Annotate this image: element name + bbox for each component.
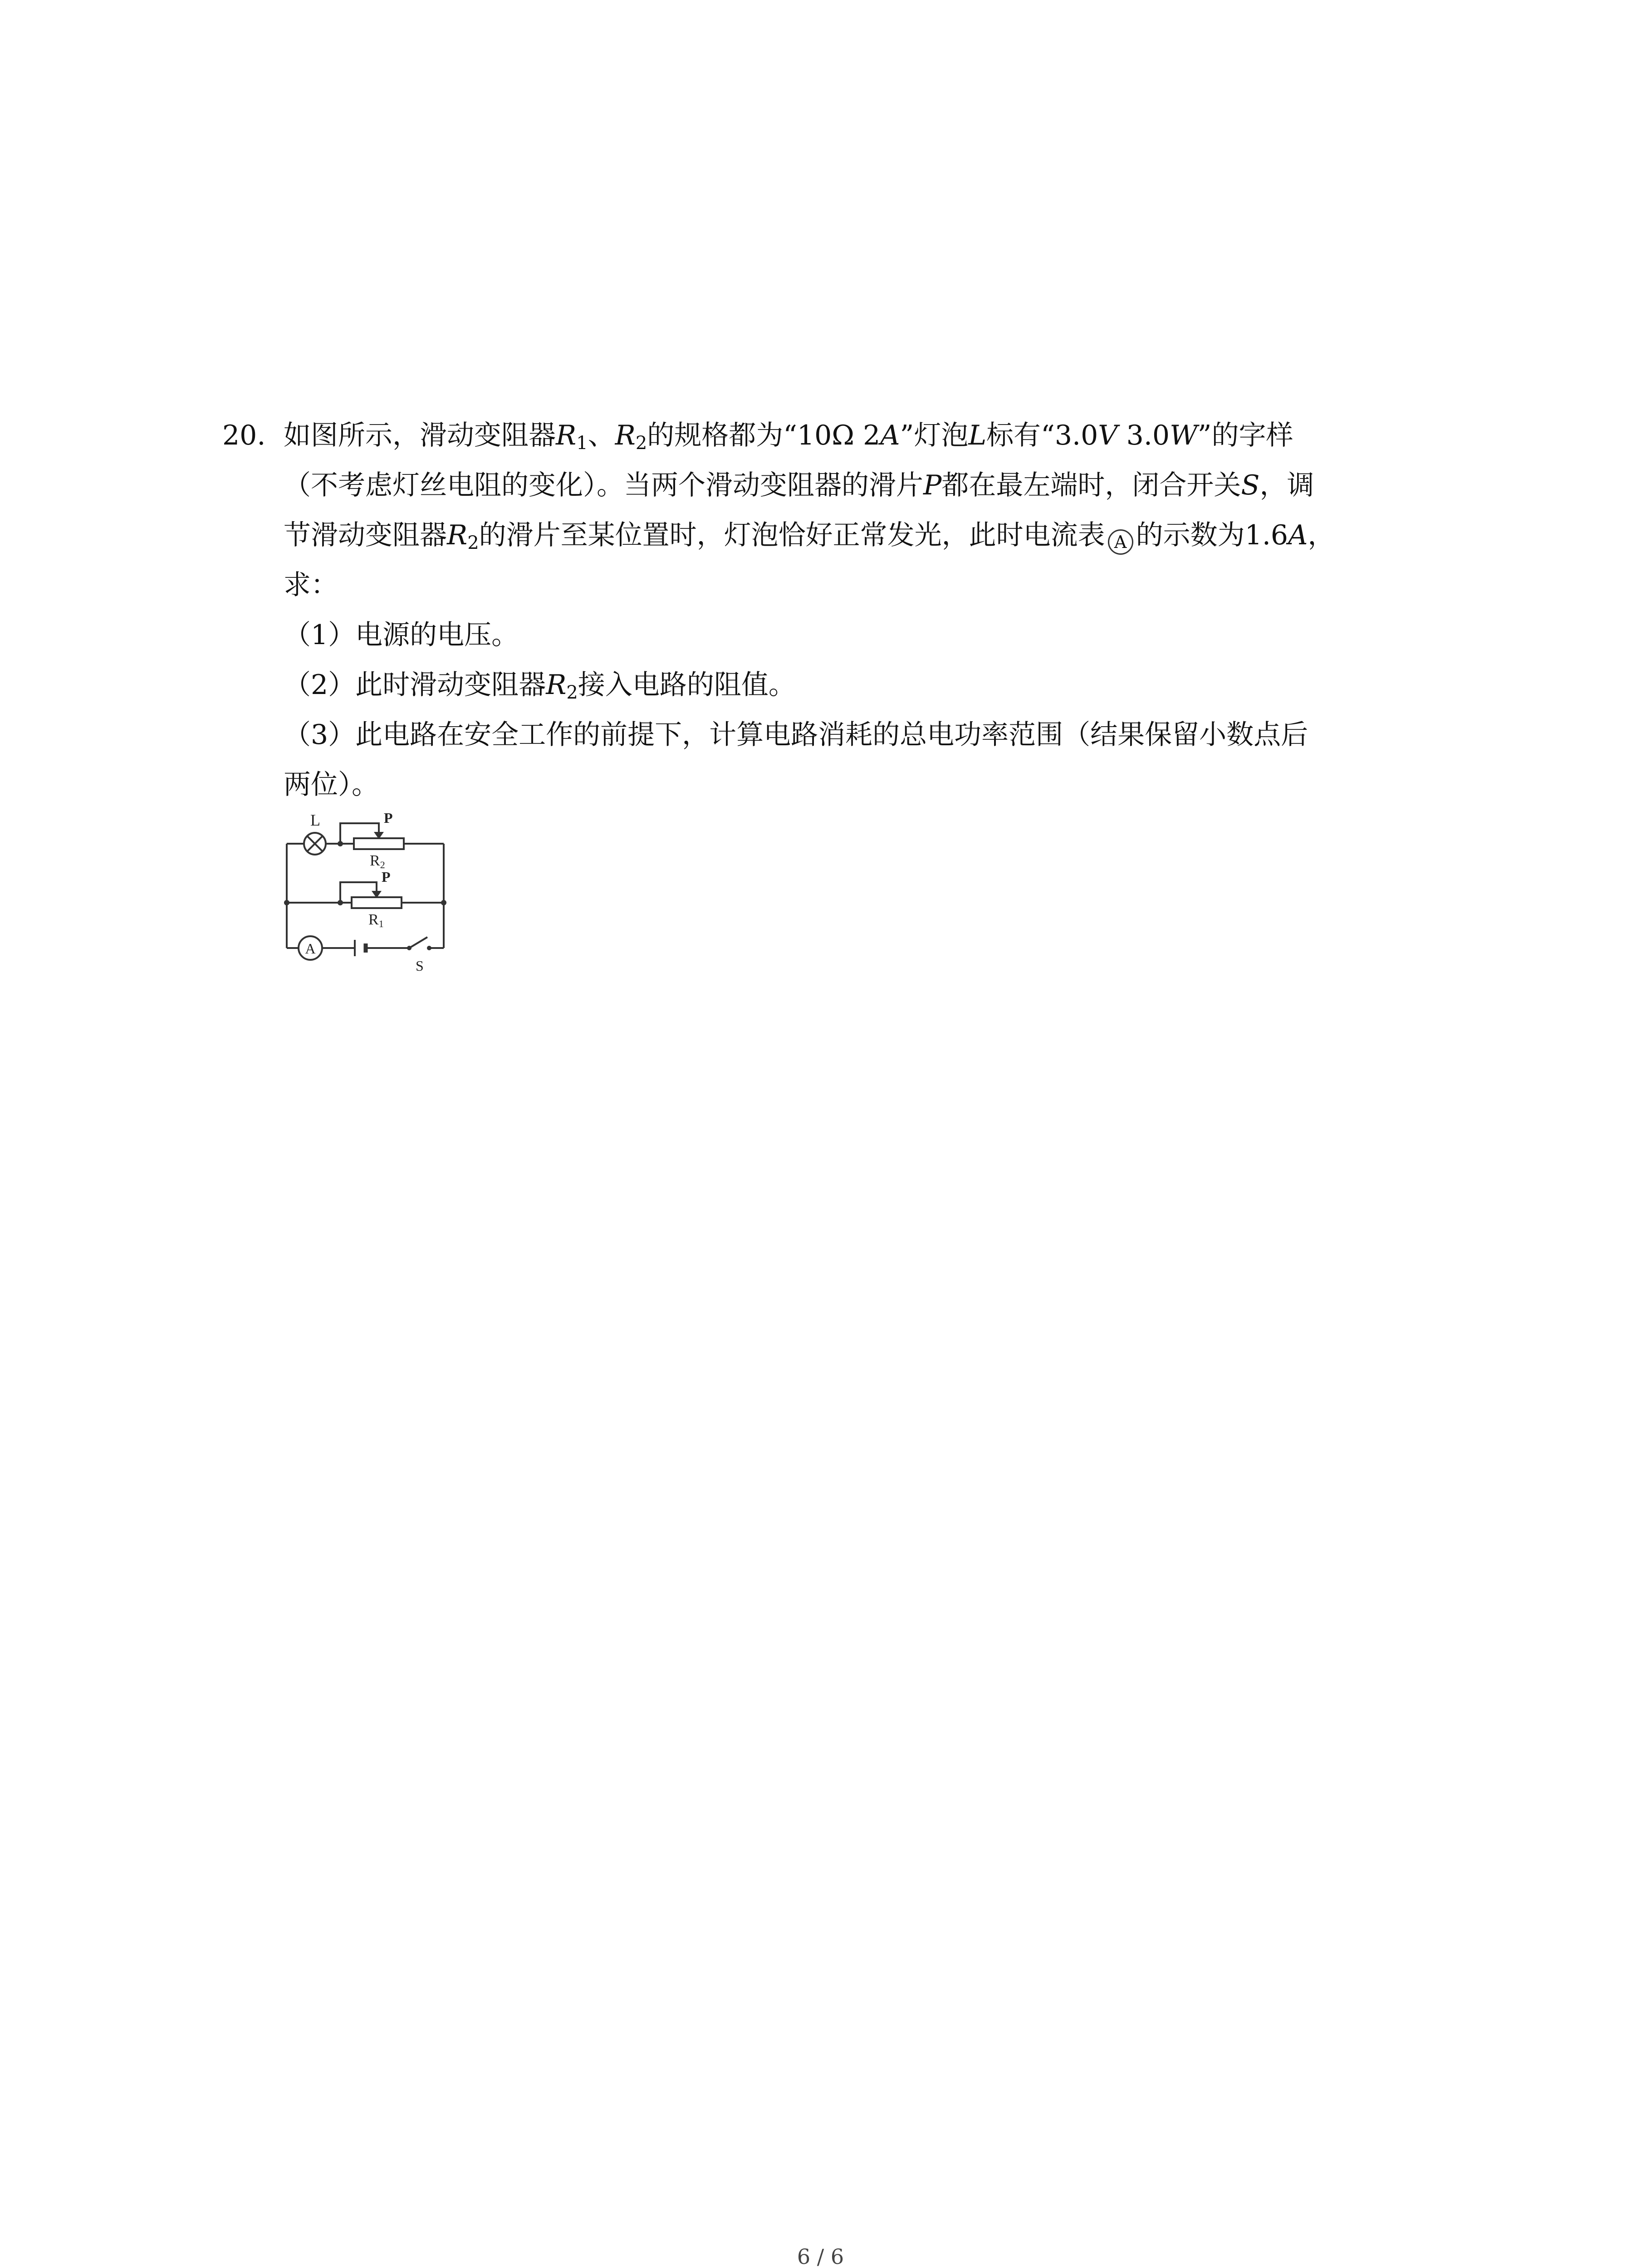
question-line-1: 20. 如图所示，滑动变阻器$R_1$、$R_2$的规格都为“10Ω 2A”灯泡L标有“3.0V 3.0W”的字样 — [222, 411, 1456, 460]
rheostat-r2-icon — [354, 838, 404, 849]
sub-question-3-continued: 两位）。 — [284, 769, 379, 801]
r2-label: R2 — [370, 852, 385, 870]
r2-slider-label: P — [384, 812, 393, 826]
page-number: 6 / 6 — [797, 2244, 844, 2268]
circuit-diagram — [281, 812, 463, 975]
sub-question-2: （2）此时滑动变阻器$R_2$接入电路的阻值。 — [284, 669, 796, 703]
question-line-3: 节滑动变阻器$R_2$的滑片至某位置时，灯泡恰好正常发光，此时电流表 A 的示数为1.6A， — [222, 510, 1456, 560]
question-line-2: （不考虑灯丝电阻的变化）。当两个滑动变阻器的滑片P都在最左端时，闭合开关S，调 — [284, 469, 1314, 501]
r1-label: R1 — [368, 911, 384, 929]
ammeter-icon: A — [1108, 529, 1133, 555]
ammeter-label: A — [305, 940, 316, 957]
question-number: 20. — [222, 420, 266, 451]
question-line-4: 求： — [284, 569, 338, 601]
switch-icon — [409, 937, 427, 948]
question-20 — [222, 411, 1456, 810]
switch-label: S — [416, 958, 424, 974]
lamp-label: L — [310, 812, 320, 829]
rheostat-r1-icon — [352, 897, 402, 908]
sub-question-3: （3）此电路在安全工作的前提下，计算电路消耗的总电功率范围（结果保留小数点后 — [284, 719, 1308, 751]
sub-question-1: （1）电源的电压。 — [284, 619, 519, 651]
r1-slider-label: P — [382, 869, 391, 885]
